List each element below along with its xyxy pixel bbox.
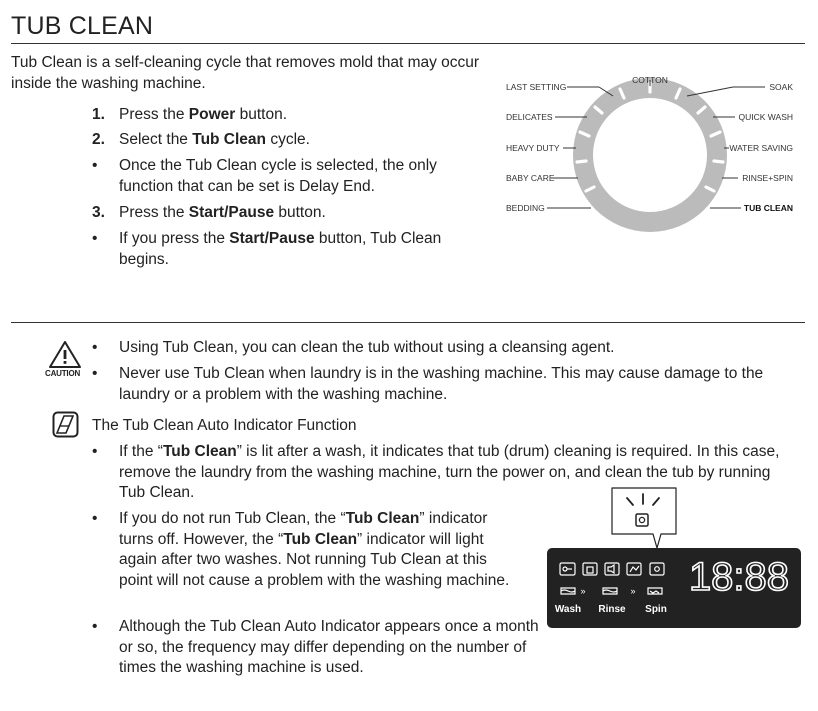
dial-label-left: LAST SETTING [506,82,567,92]
caution-label: CAUTION [45,369,81,378]
caution-icon [47,340,83,370]
stage-label-rinse: Rinse [598,604,626,615]
step-1-text: Press the Power button. [119,106,288,123]
dial-label-right: RINSE+SPIN [742,173,793,183]
dial-label-left: BABY CARE [506,173,555,183]
note-item-2: If you do not run Tub Clean, the “Tub Clean” indicator turns off. However, the “Tub Clean” indicator will light again after two washes. Not running Tub Clean at this point will not cause a problem with the washing machine. [119,510,510,589]
cycle-dial-diagram [495,70,805,245]
note-icon [52,411,79,438]
arrow-icon: » [580,586,586,596]
note-bullet: • [92,443,98,460]
note-item-1: If the “Tub Clean” is lit after a wash, it indicates that tub (drum) cleaning is required. In this case, remove the laundry from the washing machine, turn the power on, and clean the tub by running Tub Clean. [119,443,780,501]
dial-inner-face [593,98,707,212]
step-1-number: 1. [92,106,105,123]
step-bullet-text: If you press the Start/Pause button, Tub Clean begins. [119,230,442,268]
tub-clean-indicator-callout [610,486,680,556]
caution-item: Never use Tub Clean when laundry is in the washing machine. This may cause damage to the laundry or a problem with the washing machine. [119,365,764,403]
stage-label-wash: Wash [554,604,582,615]
caution-bullet: • [92,365,98,382]
dial-label-left: BEDDING [506,203,545,213]
section-title: TUB CLEAN [11,12,154,40]
stage-label-spin: Spin [645,604,667,615]
dial-label-right: WATER SAVING [729,143,793,153]
dial-label-left: DELICATES [506,112,553,122]
step-bullet-marker: • [92,157,98,174]
note-bullet: • [92,510,98,527]
digital-time-readout: 18:88 [688,555,790,599]
dial-label-left: HEAVY DUTY [506,143,560,153]
step-3-number: 3. [92,204,105,221]
step-bullet-marker: • [92,230,98,247]
arrow-icon: » [630,586,636,596]
step-2-number: 2. [92,131,105,148]
step-3-text: Press the Start/Pause button. [119,204,326,221]
step-2-text: Select the Tub Clean cycle. [119,131,310,148]
title-underline [11,43,805,44]
note-heading: The Tub Clean Auto Indicator Function [92,417,357,434]
step-bullet-text: Once the Tub Clean cycle is selected, the only function that can be set is Delay End. [119,157,437,195]
note-item-3: Although the Tub Clean Auto Indicator appears once a month or so, the frequency may differ depending on the number of times the washing machine is used. [119,618,539,676]
dial-label-tub-clean: TUB CLEAN [743,203,793,213]
control-panel-display [547,548,802,629]
caution-bullet: • [92,339,98,356]
section-divider [11,322,805,323]
dial-label-cotton: COTTON [632,75,668,85]
caution-item: Using Tub Clean, you can clean the tub without using a cleansing agent. [119,339,615,356]
dial-label-right: QUICK WASH [738,112,793,122]
note-bullet: • [92,618,98,635]
dial-label-right: SOAK [769,82,793,92]
intro-text: Tub Clean is a self-cleaning cycle that removes mold that may occur inside the washing machine. [11,54,480,92]
